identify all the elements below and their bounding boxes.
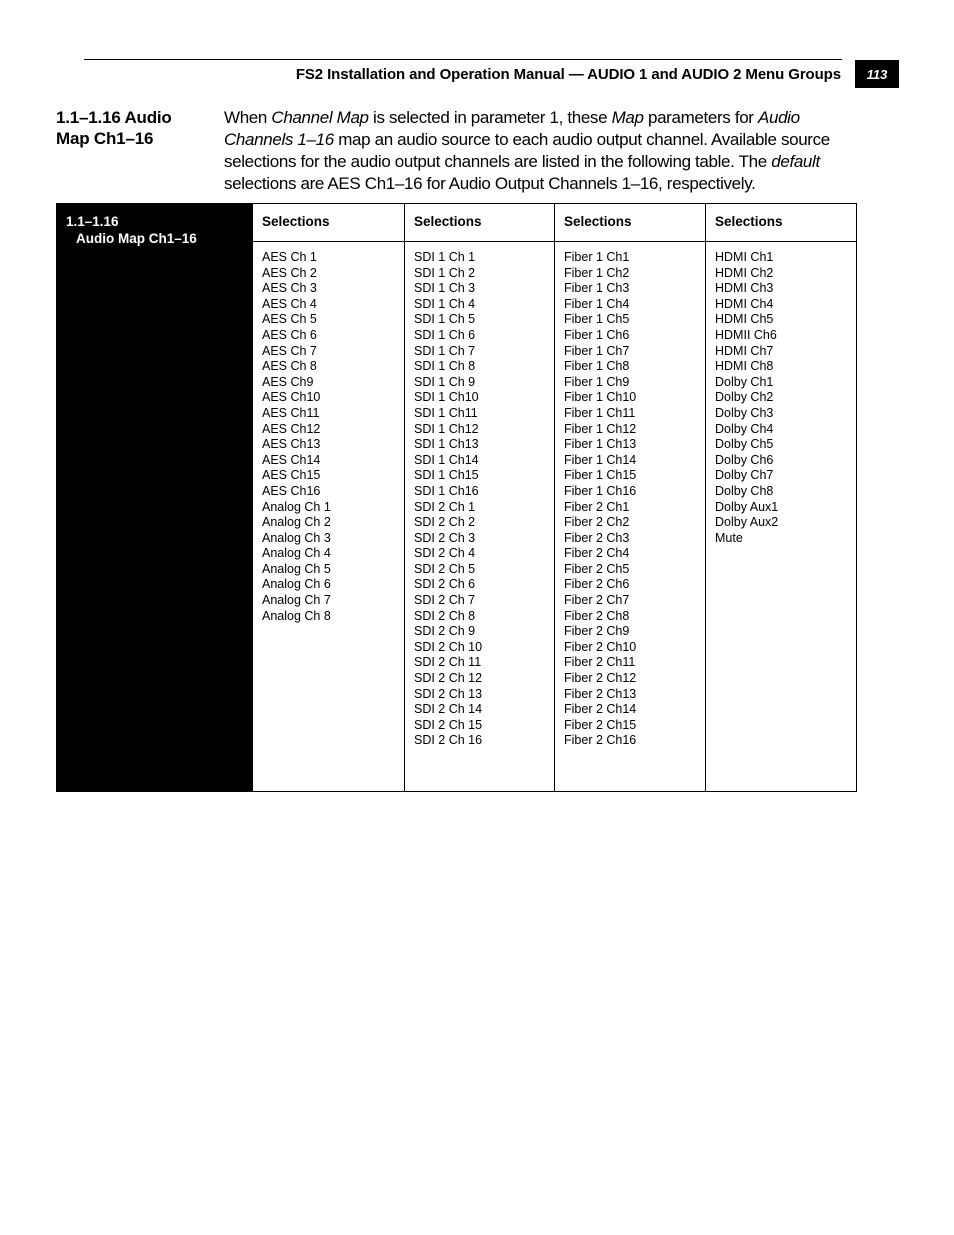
intro-text: selections are AES Ch1–16 for Audio Output Channels 1–16, respectively. <box>224 174 756 193</box>
intro-emphasis: Map <box>611 108 644 127</box>
selection-item: SDI 1 Ch 1 <box>414 250 476 264</box>
selection-item: Fiber 2 Ch2 <box>564 515 630 530</box>
selection-item: SDI 2 Ch 1 <box>414 499 476 514</box>
selection-item: Fiber 1 Ch2 <box>564 265 630 280</box>
selection-item: Dolby Aux2 <box>715 515 779 530</box>
column-header: Selections <box>555 204 705 242</box>
selection-item: SDI 1 Ch 4 <box>414 296 476 311</box>
selection-item: SDI 1 Ch13 <box>414 437 479 452</box>
selections-column-fiber <box>555 203 706 792</box>
selection-item: SDI 1 Ch15 <box>414 468 479 483</box>
selection-item: Fiber 2 Ch5 <box>564 561 630 576</box>
selection-item: SDI 2 Ch 11 <box>414 655 482 670</box>
selection-list <box>253 242 404 624</box>
selection-item: Fiber 2 Ch6 <box>564 577 630 592</box>
selection-item: HDMI Ch2 <box>715 265 774 280</box>
running-header-title: FS2 Installation and Operation Manual — AUDIO 1 and AUDIO 2 Menu Groups <box>295 66 841 83</box>
selection-item: AES Ch15 <box>262 468 321 483</box>
selection-item: Analog Ch 6 <box>262 577 331 592</box>
selection-item: Fiber 1 Ch9 <box>564 374 630 389</box>
selection-item: Dolby Ch5 <box>715 437 774 452</box>
intro-paragraph <box>224 107 864 195</box>
selection-item: Fiber 2 Ch16 <box>564 733 637 748</box>
selection-item: Fiber 1 Ch13 <box>564 437 637 452</box>
selection-item: Fiber 1 Ch7 <box>564 343 630 358</box>
intro-text: parameters for <box>643 108 758 127</box>
column-header: Selections <box>253 204 404 242</box>
selection-item: AES Ch 4 <box>262 296 317 311</box>
selection-item: Fiber 1 Ch14 <box>564 452 637 467</box>
selection-item: Fiber 1 Ch4 <box>564 296 630 311</box>
selection-item: SDI 2 Ch 13 <box>414 686 483 701</box>
intro-text: is selected in parameter 1, these <box>368 108 612 127</box>
intro-emphasis: Channel Map <box>271 108 369 127</box>
column-header: Selections <box>405 204 554 242</box>
selection-item: Fiber 2 Ch3 <box>564 530 630 545</box>
selection-item: AES Ch16 <box>262 483 321 498</box>
selection-item: Fiber 1 Ch16 <box>564 483 637 498</box>
selection-item: AES Ch 3 <box>262 281 317 296</box>
selection-item: Dolby Ch4 <box>715 421 774 436</box>
selection-item: Dolby Ch2 <box>715 390 774 405</box>
selection-item: Fiber 1 Ch1 <box>564 250 630 264</box>
intro-emphasis: default <box>771 152 820 171</box>
selection-item: HDMI Ch8 <box>715 359 774 374</box>
selection-item: SDI 1 Ch11 <box>414 405 478 420</box>
selection-item: SDI 2 Ch 5 <box>414 561 476 576</box>
selection-item: Analog Ch 5 <box>262 561 331 576</box>
selection-item: Analog Ch 8 <box>262 608 331 623</box>
selection-item: SDI 2 Ch 12 <box>414 671 483 686</box>
selection-item: AES Ch12 <box>262 421 321 436</box>
selection-item: Fiber 1 Ch6 <box>564 327 630 342</box>
selection-item: SDI 1 Ch 6 <box>414 327 476 342</box>
selection-item: Fiber 2 Ch14 <box>564 702 637 717</box>
selection-item: Analog Ch 4 <box>262 546 331 561</box>
selection-item: Fiber 1 Ch3 <box>564 281 630 296</box>
selection-item: AES Ch13 <box>262 437 321 452</box>
page-number-badge <box>855 60 899 88</box>
selection-list <box>555 242 705 749</box>
audio-map-selections-table <box>56 203 857 792</box>
column-header: Selections <box>706 204 856 242</box>
selection-item: Fiber 2 Ch7 <box>564 593 630 608</box>
selection-item: Analog Ch 3 <box>262 530 331 545</box>
selection-item: Fiber 2 Ch4 <box>564 546 630 561</box>
selection-item: AES Ch14 <box>262 452 321 467</box>
section-heading-line1: 1.1–1.16 Audio <box>56 108 172 127</box>
selection-item: SDI 1 Ch 7 <box>414 343 476 358</box>
selection-item: SDI 2 Ch 10 <box>414 639 483 654</box>
selection-item: Dolby Ch7 <box>715 468 774 483</box>
page-number: 113 <box>866 66 888 82</box>
selection-item: Fiber 1 Ch10 <box>564 390 637 405</box>
selection-item: SDI 2 Ch 15 <box>414 717 483 732</box>
selection-item: Analog Ch 7 <box>262 593 331 608</box>
selection-item: Fiber 1 Ch8 <box>564 359 630 374</box>
selection-item: Fiber 1 Ch5 <box>564 312 630 327</box>
selection-item: SDI 1 Ch16 <box>414 483 479 498</box>
selection-item: SDI 1 Ch14 <box>414 452 479 467</box>
intro-emphasis: Audio Channels 1–16 <box>224 108 800 149</box>
selection-item: SDI 1 Ch10 <box>414 390 479 405</box>
selection-item: AES Ch 1 <box>262 250 317 264</box>
selection-item: AES Ch10 <box>262 390 321 405</box>
parameter-number: 1.1–1.16 <box>66 214 119 229</box>
selection-item: Fiber 2 Ch8 <box>564 608 630 623</box>
selection-item: SDI 1 Ch 9 <box>414 374 476 389</box>
selection-item: SDI 2 Ch 4 <box>414 546 476 561</box>
selection-item: SDI 2 Ch 8 <box>414 608 476 623</box>
selection-item: SDI 2 Ch 14 <box>414 702 483 717</box>
selection-item: Fiber 2 Ch11 <box>564 655 636 670</box>
selection-item: AES Ch9 <box>262 374 314 389</box>
selection-item: SDI 2 Ch 16 <box>414 733 483 748</box>
selection-item: Fiber 2 Ch13 <box>564 686 637 701</box>
parameter-label-cell <box>56 203 252 792</box>
selection-list <box>706 242 856 546</box>
selection-item: SDI 1 Ch 8 <box>414 359 476 374</box>
selection-item: AES Ch 5 <box>262 312 317 327</box>
selection-item: HDMI Ch7 <box>715 343 774 358</box>
selection-list <box>405 242 554 749</box>
selection-item: Analog Ch 1 <box>262 499 331 514</box>
selection-item: Dolby Aux1 <box>715 499 779 514</box>
selection-item: HDMII Ch6 <box>715 327 777 342</box>
selection-item: HDMI Ch1 <box>715 250 774 264</box>
selection-item: Fiber 2 Ch15 <box>564 717 637 732</box>
selection-item: AES Ch 6 <box>262 327 317 342</box>
selection-item: AES Ch 7 <box>262 343 317 358</box>
selection-item: Fiber 2 Ch9 <box>564 624 630 639</box>
selection-item: AES Ch11 <box>262 405 320 420</box>
selection-item: SDI 2 Ch 9 <box>414 624 476 639</box>
selection-item: Dolby Ch1 <box>715 374 774 389</box>
selection-item: Analog Ch 2 <box>262 515 331 530</box>
selection-item: SDI 1 Ch12 <box>414 421 479 436</box>
selection-item: SDI 1 Ch 3 <box>414 281 476 296</box>
selection-item: Fiber 2 Ch10 <box>564 639 637 654</box>
selection-item: SDI 2 Ch 7 <box>414 593 476 608</box>
section-heading <box>56 107 206 149</box>
selection-item: SDI 1 Ch 5 <box>414 312 476 327</box>
selections-column-aes-analog <box>252 203 405 792</box>
selection-item: Fiber 1 Ch15 <box>564 468 637 483</box>
selections-column-sdi <box>405 203 555 792</box>
intro-text: When <box>224 108 272 127</box>
selection-item: SDI 1 Ch 2 <box>414 265 476 280</box>
selection-item: SDI 2 Ch 3 <box>414 530 476 545</box>
selection-item: Fiber 1 Ch12 <box>564 421 637 436</box>
selection-item: SDI 2 Ch 2 <box>414 515 476 530</box>
selection-item: HDMI Ch4 <box>715 296 774 311</box>
selection-item: Dolby Ch3 <box>715 405 774 420</box>
selection-item: AES Ch 8 <box>262 359 317 374</box>
selections-column-hdmi-dolby <box>706 203 857 792</box>
selection-item: Fiber 2 Ch12 <box>564 671 637 686</box>
selection-item: Dolby Ch6 <box>715 452 774 467</box>
selection-item: Fiber 1 Ch11 <box>564 405 636 420</box>
intro-text: map an audio source to each audio output channel. Available source selections for the audio output channels are listed in the following table. The <box>224 130 830 171</box>
selection-item: Dolby Ch8 <box>715 483 774 498</box>
selection-item: Mute <box>715 530 743 545</box>
selection-item: AES Ch 2 <box>262 265 317 280</box>
section-heading-line2: Map Ch1–16 <box>56 129 154 148</box>
selection-item: HDMI Ch3 <box>715 281 774 296</box>
selection-item: HDMI Ch5 <box>715 312 774 327</box>
header-rule <box>84 59 842 60</box>
selection-item: SDI 2 Ch 6 <box>414 577 476 592</box>
selection-item: Fiber 2 Ch1 <box>564 499 630 514</box>
parameter-name: Audio Map Ch1–16 <box>76 231 197 246</box>
